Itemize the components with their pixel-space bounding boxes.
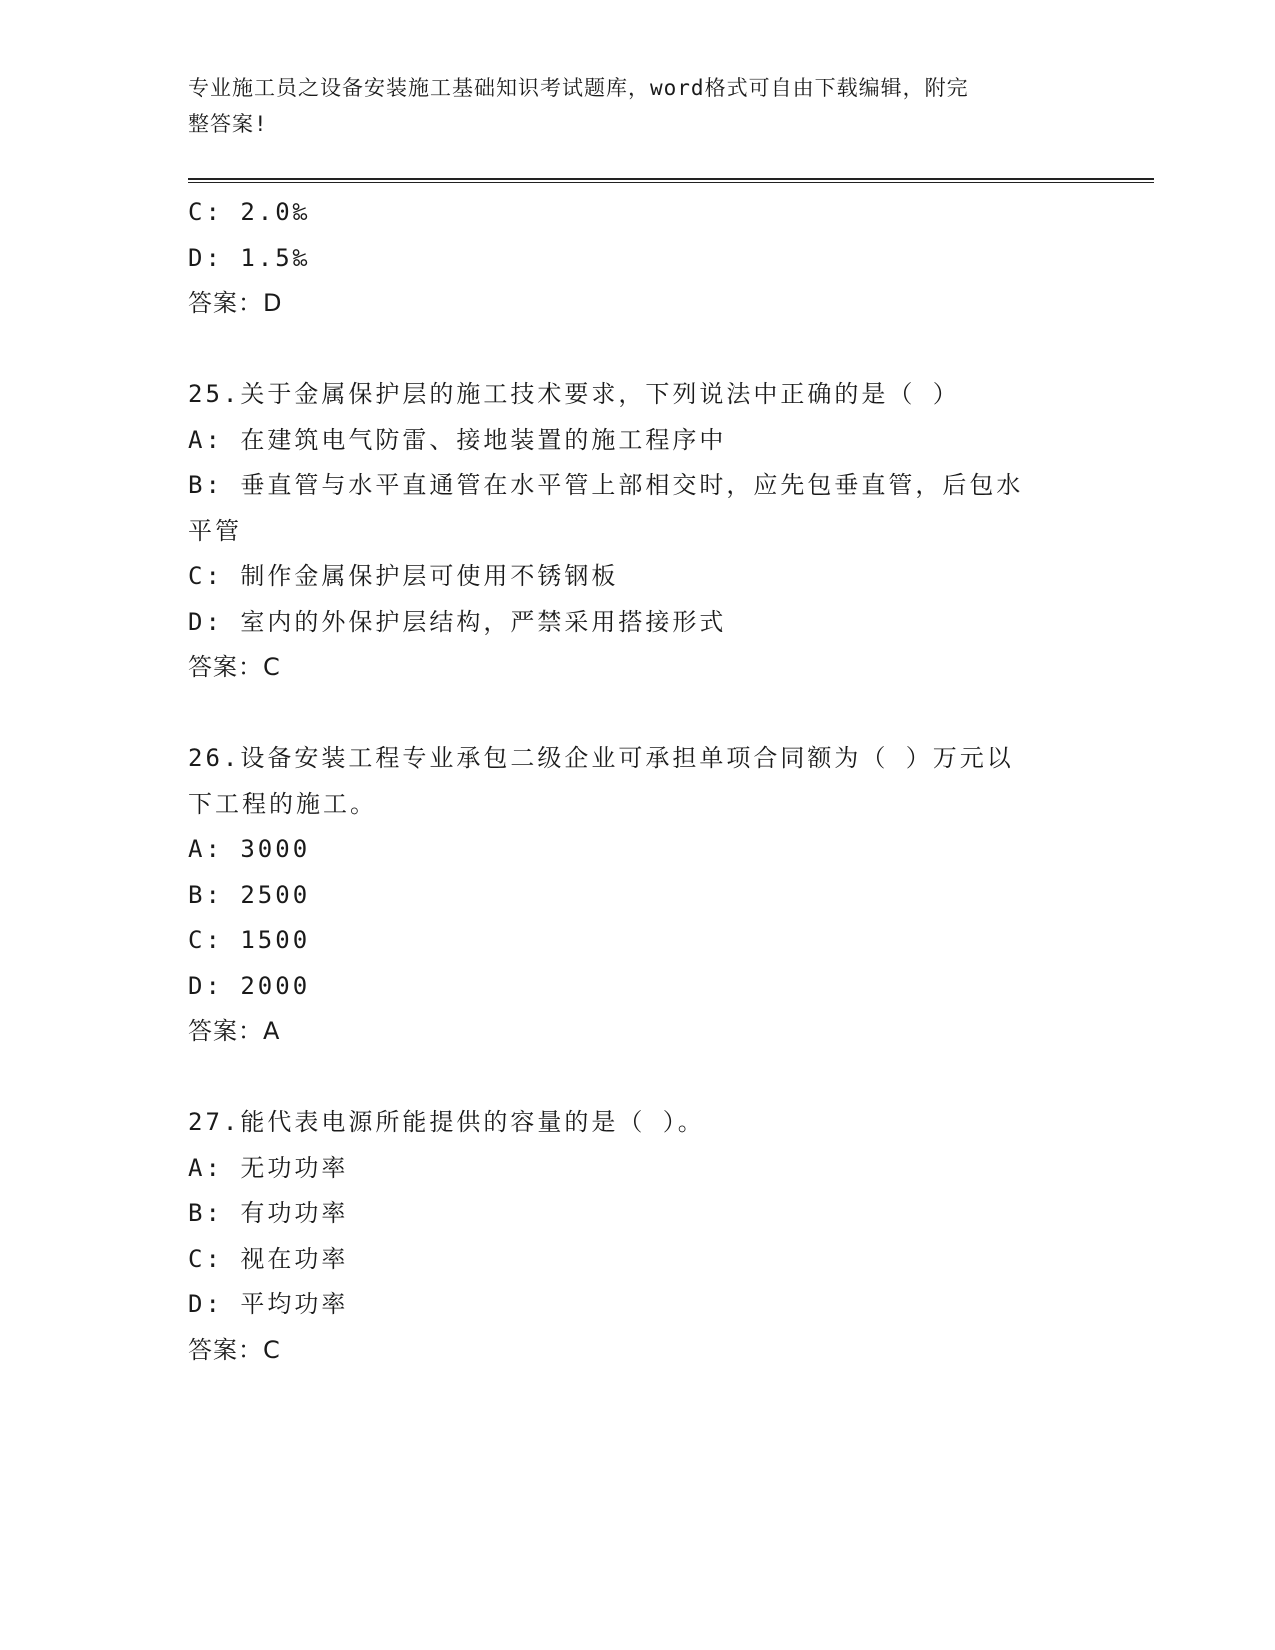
question-stem: 25.关于金属保护层的施工技术要求，下列说法中正确的是（ ） [188, 380, 960, 408]
double-rule [188, 178, 1154, 183]
spacer [188, 1055, 1088, 1101]
option-line: A: 在建筑电气防雷、接地装置的施工程序中 [188, 425, 727, 454]
question-block [188, 736, 1088, 1055]
option-line: C: 视在功率 [188, 1244, 349, 1273]
option-line: C: 制作金属保护层可使用不锈钢板 [188, 562, 619, 590]
answer-line: 答案：A [188, 1017, 281, 1045]
option-line: D: 室内的外保护层结构，严禁采用搭接形式 [188, 607, 727, 636]
option-line: A: 无功功率 [188, 1153, 349, 1182]
option-line: B: 2500 [188, 880, 311, 909]
answer-line: 答案：C [188, 653, 281, 681]
header-line: 整答案! [188, 112, 268, 136]
question-stem: 26.设备安装工程专业承包二级企业可承担单项合同额为（ ）万元以 [188, 744, 1014, 772]
option-line: D: 2000 [188, 971, 311, 1000]
option-line: D: 1.5‰ [188, 243, 311, 272]
spacer [188, 327, 1088, 373]
answer-line: 答案：C [188, 1335, 281, 1364]
spacer [188, 691, 1088, 737]
option-line: 平管 [188, 516, 242, 545]
question-block [188, 372, 1088, 691]
option-line: D: 平均功率 [188, 1290, 349, 1318]
header-line: 专业施工员之设备安装施工基础知识考试题库，word格式可自由下载编辑，附完 [188, 76, 969, 100]
continued-question [188, 190, 1088, 327]
option-line: B: 有功功率 [188, 1199, 349, 1227]
answer-line: 答案：D [188, 289, 283, 317]
question-stem: 27.能代表电源所能提供的容量的是（ ）。 [188, 1108, 705, 1136]
header-divider [188, 178, 1154, 183]
option-line: B: 垂直管与水平直通管在水平管上部相交时，应先包垂直管，后包水 [188, 471, 1024, 499]
option-line: A: 3000 [188, 835, 311, 863]
option-line: C: 2.0‰ [188, 198, 311, 226]
option-line: C: 1500 [188, 926, 311, 954]
document-header [188, 70, 1088, 142]
question-block [188, 1100, 1088, 1373]
question-stem: 下工程的施工。 [188, 789, 377, 818]
header-title [188, 70, 1068, 142]
document-body [188, 190, 1088, 1373]
